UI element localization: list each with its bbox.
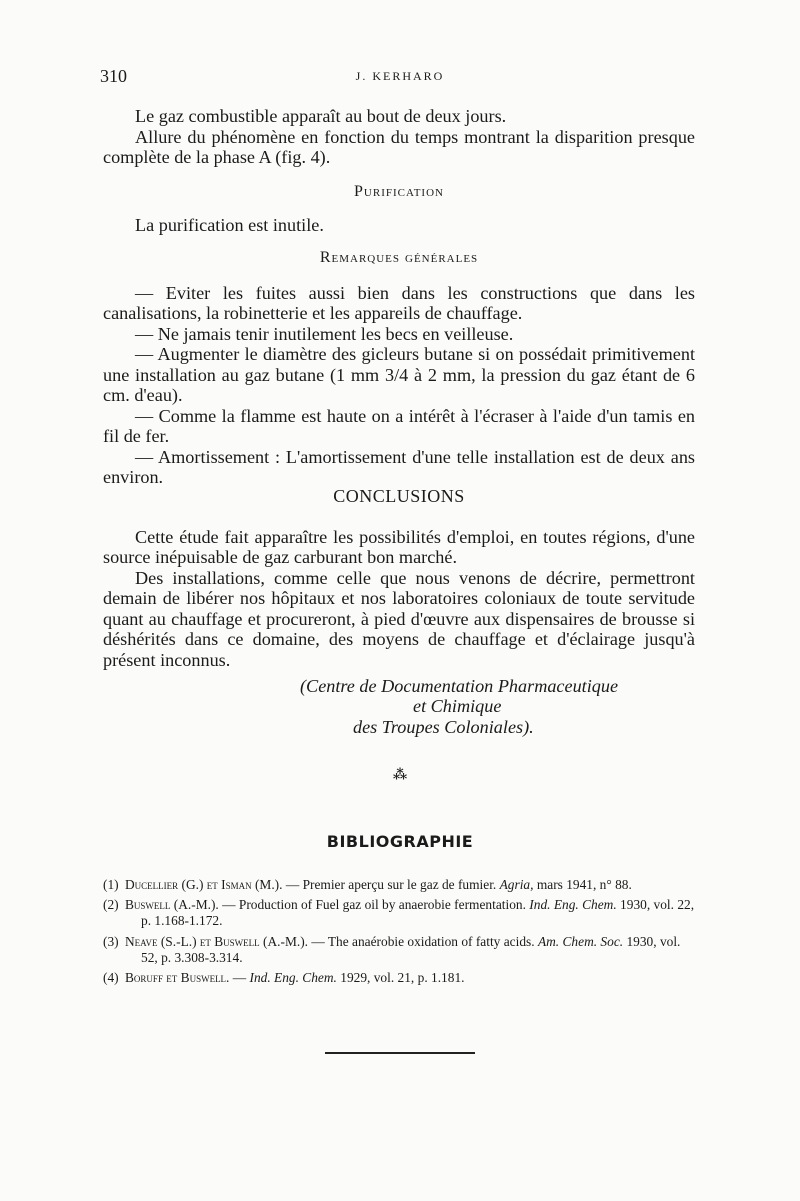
remarque-item-2: — Ne jamais tenir inutilement les becs en veilleuse. bbox=[135, 323, 514, 344]
attribution-line-3: des Troupes Coloniales). bbox=[353, 717, 534, 737]
page-header bbox=[100, 66, 700, 88]
asterism-ornament: ⁂ bbox=[392, 767, 408, 783]
bibliography-entry-2: (2) Buswell (A.-M.). — Production of Fuel gaz oil by anaerobie fermentation. Ind. Eng. Chem. 1930, vol. 22, p. 1.168-1.172. bbox=[103, 897, 695, 929]
bibliography-entry-3: (3) Neave (S.-L.) et Buswell (A.-M.). — The anaérobie oxidation of fatty acids. Am. Chem. Soc. 1930, vol. 52, p. 3.308-3.314. bbox=[103, 933, 681, 965]
purification-text: La purification est inutile. bbox=[135, 214, 324, 235]
intro-section bbox=[103, 106, 695, 168]
purification-heading: Purification bbox=[354, 183, 444, 200]
conclusions-paragraph-2: Des installations, comme celle que nous venons de décrire, permettront demain de libérer nos hôpitaux et nos laboratoires coloniaux de toute servitude quant au chauffage et procureront, à pied d'œuvre aux dispensaires de brousse si déshérités dans ce domaine, des moyens de chauffage et d'éclairage jusqu'à présent inconnus. bbox=[103, 567, 695, 670]
closing-rule bbox=[325, 1052, 475, 1054]
attribution-line-1: (Centre de Documentation Pharmaceutique bbox=[300, 676, 619, 696]
page-number: 310 bbox=[100, 66, 127, 86]
purification-section bbox=[103, 182, 695, 235]
remarque-item-1: — Eviter les fuites aussi bien dans les constructions que dans les canalisations, la robinetterie et les appareils de chauffage. bbox=[103, 282, 695, 323]
remarques-section bbox=[103, 248, 695, 488]
intro-paragraph-1: Le gaz combustible apparaît au bout de deux jours. bbox=[135, 106, 507, 126]
attribution bbox=[103, 676, 695, 740]
bibliography-entry-4: (4) Boruff et Buswell. — Ind. Eng. Chem. 1929, vol. 21, p. 1.181. bbox=[103, 970, 465, 986]
remarques-heading: Remarques générales bbox=[319, 249, 479, 266]
running-head: J. KERHARO bbox=[355, 69, 445, 83]
bibliographie-heading: BIBLIOGRAPHIE bbox=[326, 832, 474, 851]
conclusions-paragraph-1: Cette étude fait apparaître les possibilités d'emploi, en toutes régions, d'une source inépuisable de gaz carburant bon marché. bbox=[103, 526, 695, 567]
conclusions-section bbox=[103, 486, 695, 670]
conclusions-heading: CONCLUSIONS bbox=[333, 486, 465, 506]
intro-paragraph-2: Allure du phénomène en fonction du temps montrant la disparition presque complète de la phase A (fig. 4). bbox=[103, 126, 695, 167]
remarque-item-3: — Augmenter le diamètre des gicleurs butane si on possédait primitivement une installation au gaz butane (1 mm 3/4 à 2 mm, la pression du gaz étant de 6 cm. d'eau). bbox=[103, 344, 695, 405]
remarque-item-4: — Comme la flamme est haute on a intérêt à l'écraser à l'aide d'un tamis en fil de fer. bbox=[103, 405, 695, 446]
attribution-line-2: et Chimique bbox=[413, 696, 502, 716]
remarque-item-5: — Amortissement : L'amortissement d'une telle installation est de deux ans environ. bbox=[103, 446, 695, 487]
bibliography-entry-1: (1) Ducellier (G.) et Isman (M.). — Premier aperçu sur le gaz de fumier. Agria, mars 1941, n° 88. bbox=[103, 877, 632, 892]
bibliography-list bbox=[103, 877, 695, 990]
